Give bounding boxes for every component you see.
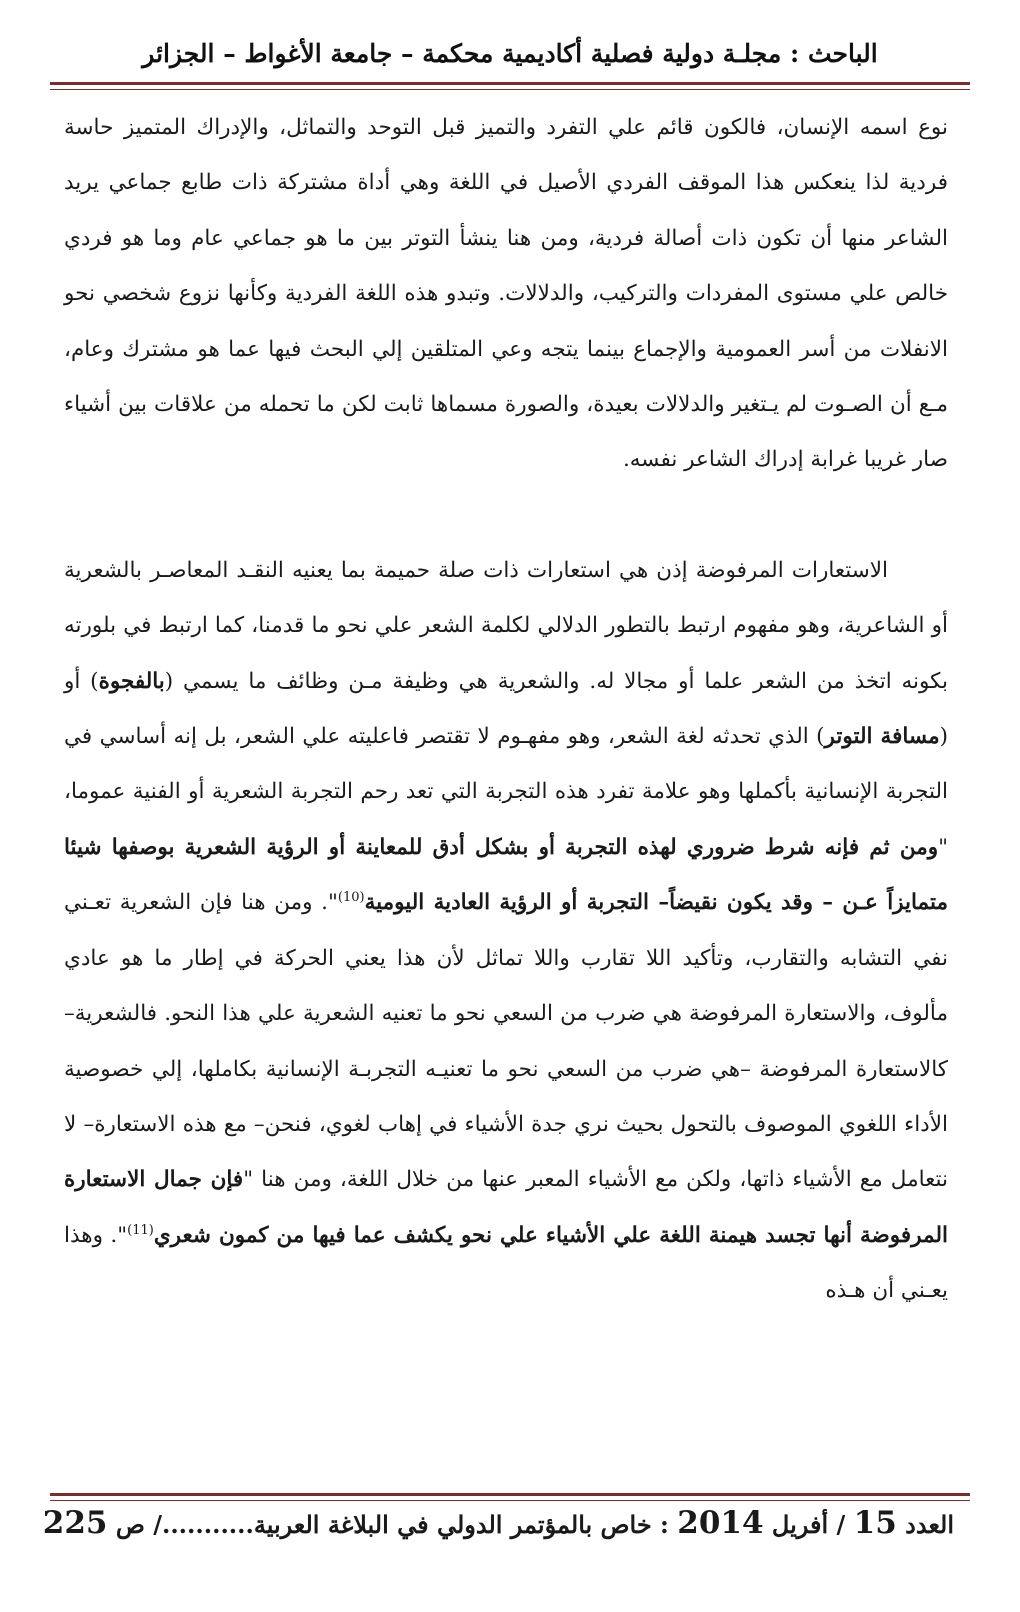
quote-2: فإن جمال الاستعارة المرفوضة أنها تجسد هيمنة اللغة علي الأشياء علي نحو يكشف عما فيها من كمون شعري — [64, 1167, 948, 1248]
issue-label: العدد — [905, 1510, 954, 1539]
quote-1: ومن ثم فإنه شرط ضروري لهذه التجربة أو بشكل أدق للمعاينة أو الرؤية الشعرية بوصفها شيئا متمايزاً عـن – وقد يكون نقيضاً– التجربة أو الرؤية العادية اليومية — [64, 834, 948, 916]
term-gap: بالفجوة — [98, 668, 165, 694]
footer-rule-thick — [50, 1493, 970, 1496]
running-header: الباحث : مجلـة دولية فصلية أكاديمية محكمة – جامعة الأغواط – الجزائر — [142, 39, 878, 68]
footnote-ref-11[interactable]: (11) — [127, 1222, 154, 1238]
paragraph-2-text-d: ". ومن هنا فإن الشعرية تعـني نفي التشابه والتقارب، وتأكيد اللا تقارب واللا تماثل لأن هذا يعني الحركة في إطار ما هو عادي مألوف، والاستعارة المرفوضة هي ضرب من السعي نحو ما تعنيه الشعرية علي هذا النحو. فالشعرية– كالاستعارة المرفوضة –هي ضرب من السعي نحو ما تعنيـه التجربـة الإنسانية بكاملها، إلي خصوصية الأداء اللغوي الموصوف بالتحول بحيث نري جدة الأشياء في إهاب لغوي، فنحن– مع هذه الاستعارة– لا نتعامل مع الأشياء ذاتها، ولكن مع الأشياء المعبر عنها من خلال اللغة، ومن هنا " — [64, 890, 948, 1193]
issue-month: أفريل — [771, 1510, 829, 1539]
paragraph-1: نوع اسمه الإنسان، فالكون قائم علي التفرد والتميز قبل التوحد والتماثل، والإدراك المتميز حاسة فردية لذا ينعكس هذا الموقف الفردي الأصيل في اللغة وهي أداة مشتركة ذات طابع جماعي يريد الشاعر منها أن تكون ذات أصالة فردية، ومن هنا ينشأ التوتر بين ما هو جماعي عام وما هو فردي خالص علي مستوى المفردات والتركيب، والدلالات. وتبدو هذه اللغة الفردية وكأنها نزوع شخصي نحو الانفلات من أسر العمومية والإجماع بينما يتجه وعي المتلقين إلي البحث فيها عما هو مشترك وعام، مـع أن الصـوت لم يـتغير والدلالات بعيدة، والصورة مسماها ثابت لكن ما تحمله من علاقات بين أشياء صار غريبا غرابة إدراك الشاعر نفسه. — [64, 115, 948, 473]
footer-separator: / — [836, 1510, 846, 1539]
paragraph-2-text-b: ) أو ( — [64, 668, 948, 750]
footnote-ref-10[interactable]: (10) — [337, 890, 365, 906]
header-rule-thin — [50, 89, 970, 90]
paragraph-2-text-c: ) الذي تحدثه لغة الشعر، وهو مفهـوم لا تقتصر فاعليته علي الشعر، بل إنه أساسي في التجربة الإنسانية بأكملها وهو علامة تفرد هذه التجربة التي تعد رحم التجربة الشعرية أو الفنية عموما، " — [64, 724, 948, 860]
header-rule-thick — [50, 82, 970, 85]
issue-year: 2014 — [677, 1505, 764, 1541]
term-tension-distance: مسافة التوتر — [824, 724, 940, 750]
paragraph-2-text-a: الاستعارات المرفوضة إذن هي استعارات ذات صلة حميمة بما يعنيه النقـد المعاصـر بالشعرية أو الشاعرية، وهو مفهوم ارتبط بالتطور الدلالي لكلمة الشعر علي نحو ما قدمنا، كما ارتبط في بلورته بكونه اتخذ من الشعر علما أو مجالا له. والشعرية هي وظيفة مـن وظائف ما يسمي ( — [64, 557, 948, 694]
article-body — [64, 100, 948, 1319]
page-number: 225 — [42, 1505, 108, 1541]
conference-note: : خاص بالمؤتمر الدولي في البلاغة العربية.........../ ص — [115, 1510, 669, 1539]
paragraph-2 — [64, 543, 948, 1319]
issue-number: 15 — [853, 1505, 897, 1541]
page-footer — [42, 1503, 954, 1545]
footer-rule-thin — [50, 1500, 970, 1501]
paragraph-2-text-e: ". وهذا يعـني أن هـذه — [64, 1222, 948, 1304]
